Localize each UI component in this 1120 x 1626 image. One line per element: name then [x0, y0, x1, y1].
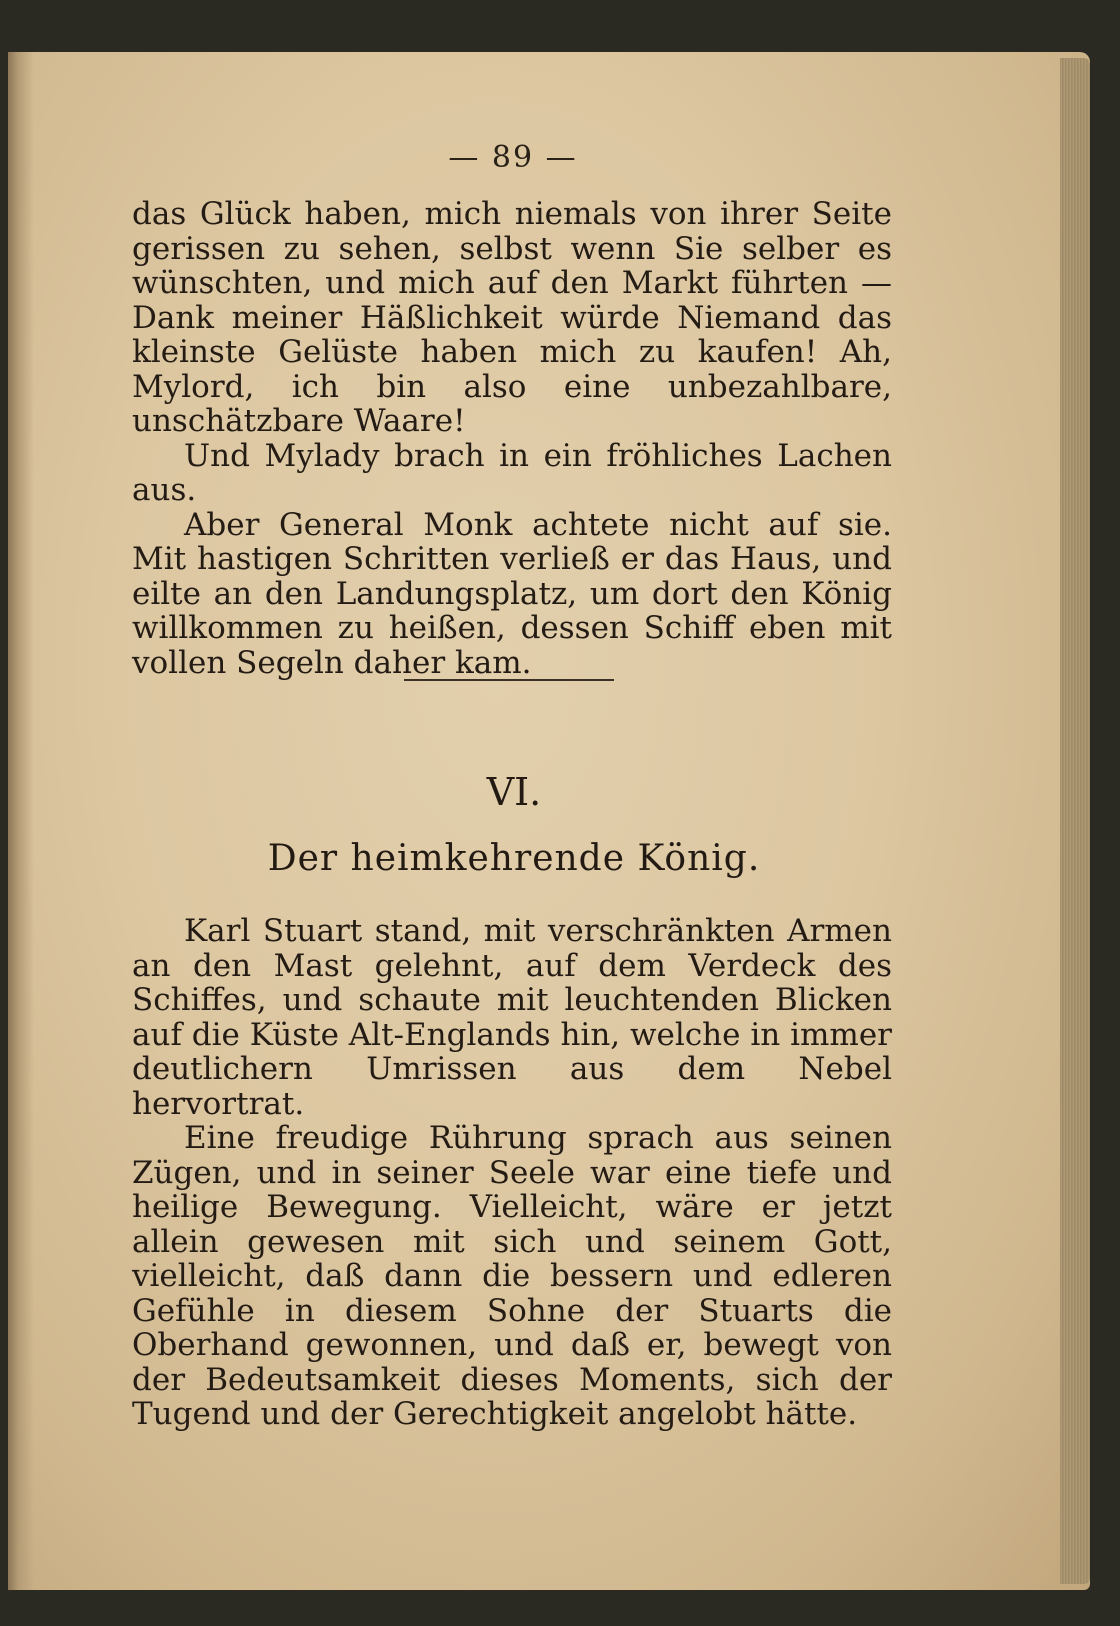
paragraph: Karl Stuart stand, mit verschränkten Armen an den Mast gelehnt, auf dem Verdeck des Schiffes, und schaute mit leuchtenden Blicken auf die Küste Alt-Englands hin, welche in immer deutlichern Umrissen aus dem Nebel hervortrat.	[132, 913, 892, 1122]
paragraph: Eine freudige Rührung sprach aus seinen Zügen, und in seiner Seele war eine tiefe und heilige Bewegung. Vielleicht, wäre er jetzt allein gewesen mit sich und seinem Gott, vielleicht, daß dann die bessern und edleren Gefühle in diesem Sohne der Stuarts die Oberhand gewonnen, und daß er, bewegt von der Bedeutsamkeit dieses Moments, sich der Tugend und der Gerechtigkeit angelobt hätte.	[132, 1120, 892, 1432]
chapter-title: Der heimkehrende König.	[267, 838, 761, 879]
chapter-text-block	[132, 914, 892, 1432]
page-edge	[1060, 58, 1090, 1584]
paragraph: Aber General Monk achtete nicht auf sie. Mit hastigen Schritten verließ er das Haus, und eilte an den Landungsplatz, um dort den König willkommen zu heißen, dessen Schiff eben mit vollen Segeln daher kam.	[132, 506, 892, 681]
book-page	[8, 52, 1090, 1590]
top-text-block	[132, 197, 892, 680]
paragraph: Und Mylady brach in ein fröhliches Lachen aus.	[132, 437, 892, 508]
chapter-number: VI.	[486, 770, 542, 814]
page-number: — 89 —	[448, 140, 578, 175]
page-gutter	[8, 52, 34, 1590]
paragraph: das Glück haben, mich niemals von ihrer Seite gerissen zu sehen, selbst wenn Sie selber es wünschten, und mich auf den Markt führten — Dank meiner Häßlichkeit würde Niemand das kleinste Gelüste haben mich zu kaufen! Ah, Mylord, ich bin also eine unbezahlbare, unschätzbare Waare!	[132, 196, 892, 439]
section-divider	[404, 679, 614, 681]
